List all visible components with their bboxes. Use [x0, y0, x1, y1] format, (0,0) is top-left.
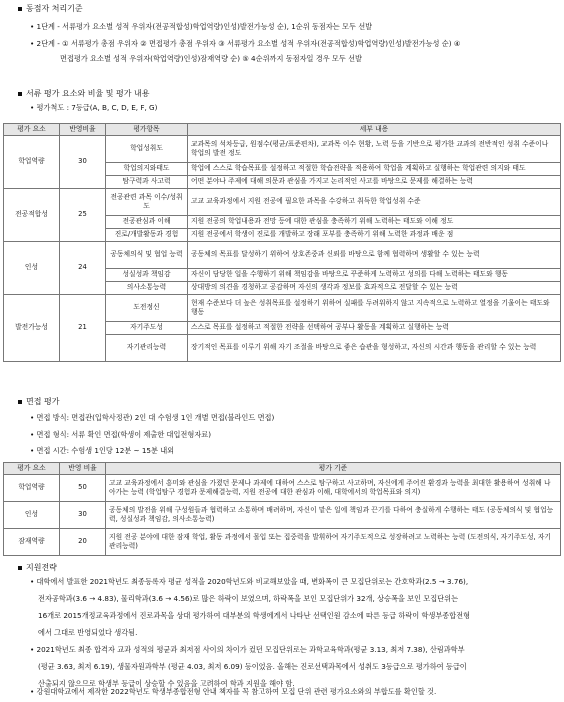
square-bullet-icon	[18, 566, 22, 570]
detail-cell: 지원 전공의 학업내용과 전망 등에 대한 관심을 충족하기 위해 노력하는 태도와 이해 정도	[188, 216, 561, 229]
tiebreak-line-3: 면접평가 요소별 성적 우위자(학업역량)인성)잠재역량 순) ⑤ 4순위까지 동점자일 경우 모두 선발	[60, 54, 362, 63]
table-header: 반영 비율	[60, 463, 106, 475]
item-cell: 자기주도성	[106, 322, 188, 335]
detail-cell: 현재 수준보다 더 높은 성취목표를 설정하기 위하여 실패를 두려워하지 않고 지속적으로 노력하고 열정을 기울이는 태도와 행동	[188, 295, 561, 322]
item-cell: 전공관심과 이해	[106, 216, 188, 229]
ratio-cell: 30	[60, 502, 106, 529]
item-cell: 인성	[4, 502, 60, 529]
tiebreak-line-1: • 1단계 - 서류평가 요소별 성적 우위자(전공적합성)학업역량)인성)발전가능성 순), 1순위 동점자는 모두 선발	[30, 22, 373, 31]
item-cell: 전공관련 과목 이수/성취도	[106, 189, 188, 216]
table-header: 반영비율	[60, 124, 106, 136]
detail-cell: 장기적인 목표를 이루기 위해 자기 조절을 바탕으로 좋은 습관을 형성하고, 자신의 시간과 행동을 관리할 수 있는 능력	[188, 335, 561, 362]
ratio-cell: 21	[60, 295, 106, 362]
table-header: 평가 기준	[106, 463, 561, 475]
detail-cell: 교과목의 석차등급, 원점수(평균/표준편차), 교과목 이수 현황, 노력 등을 기반으로 평가한 교과의 전반적인 성취 수준이나 학업의 발전 정도	[188, 136, 561, 163]
item-cell: 성실성과 책임감	[106, 269, 188, 282]
group-cell: 발전가능성	[4, 295, 60, 362]
detail-cell: 학업에 스스로 학습목표를 설정하고 적절한 학습전략을 적용하여 학업을 계획하고 실행하는 학업관련 의지와 태도	[188, 163, 561, 176]
table-header: 평가 요소	[4, 124, 60, 136]
table-header: 평가항목	[106, 124, 188, 136]
interview-line-2: • 면접 형식: 서류 확인 면접(학생이 제출한 대입전형자료)	[30, 430, 212, 439]
document-eval-table	[3, 123, 561, 362]
item-cell: 탐구력과 사고력	[106, 176, 188, 189]
section-title-document-eval: 서류 평가 요소와 비율 및 평가 내용	[18, 89, 149, 100]
ratio-cell: 50	[60, 475, 106, 502]
item-cell: 공동체의식 및 협업 능력	[106, 242, 188, 269]
ratio-cell: 25	[60, 189, 106, 242]
detail-cell: 스스로 목표를 설정하고 적절한 전략을 선택하여 공부나 활동을 계획하고 실행하는 능력	[188, 322, 561, 335]
item-cell: 의사소통능력	[106, 282, 188, 295]
item-cell: 진로/개발활동과 경험	[106, 229, 188, 242]
eval-scale: • 평가척도 : 7등급(A, B, C, D, E, F, G)	[30, 103, 158, 112]
item-cell: 도전정신	[106, 295, 188, 322]
group-cell: 학업역량	[4, 136, 60, 189]
group-cell: 전공적합성	[4, 189, 60, 242]
strategy-paragraph-2: • 2021학년도 최종 합격자 교과 성적의 평균과 최저점 사이의 차이가 컸던 모집단위로는 과학교육학과(평균 3.13, 최저 7.38), 산림과학부 (평균 3.63, 최저 6.19), 생물자원과학부 (평균 4.03, 최저 6.09) 등이었음. 올해는 진로선택과목에서 성취도 3등급으로 평가하여 등급이 산출되지 않으므로 학생부 등급이 상승할 수 있음을 고려하여 학과 지원을 해야 함.	[30, 645, 467, 688]
square-bullet-icon	[18, 7, 22, 11]
item-cell: 학업성취도	[106, 136, 188, 163]
detail-cell: 지원 전공 분야에 대한 잠재 학업, 활동 과정에서 몰입 또는 집중력을 발휘하여 자기주도적으로 성장하려고 노력하는 능력 (도전의식, 자기주도성, 자기관리능력)	[106, 529, 561, 556]
detail-cell: 자신이 담당한 일을 수행하기 위해 책임감을 바탕으로 꾸준하게 노력하고 성의를 다해 노력하는 태도와 행동	[188, 269, 561, 282]
strategy-paragraph-1: • 대학에서 발표한 2021학년도 최종등록자 평균 성적을 2020학년도와 비교해보았을 때, 변화폭이 큰 모집단위로는 간호학과(2.5 → 3.76), 전자공학과(3.6 → 4.83), 물리학과(3.6 → 4.56)로 많은 하락이 보였으며, 하락폭을 보인 모집단위가 32개, 상승폭을 보인 모집단위는 16개로 2015개정교육과정에서 진로과목을 상대 평가하여 대부분의 학생에게서 나타난 선택인원 감소에 따른 등급 하락이 학생부종합전형 에서 그대로 반영되었다 생각됨.	[30, 577, 471, 637]
table-header: 세부 내용	[188, 124, 561, 136]
item-cell: 자기관리능력	[106, 335, 188, 362]
tiebreak-line-2: • 2단계 - ① 서류평가 총점 우위자 ② 면접평가 총점 우위자 ③ 서류평가 요소별 성적 우위자(전공적합성)학업역량)인성)발전가능성 순) ④	[30, 39, 461, 48]
ratio-cell: 30	[60, 136, 106, 189]
ratio-cell: 20	[60, 529, 106, 556]
detail-cell: 지원 전공에서 학생이 진로를 개발하고 장래 포부를 충족하기 위해 노력한 과정과 배운 점	[188, 229, 561, 242]
detail-cell: 어떤 분야나 주제에 대해 의문과 관심을 가지고 논리적인 사고를 바탕으로 문제를 해결하는 능력	[188, 176, 561, 189]
table-header: 평가 요소	[4, 463, 60, 475]
section-title-tiebreak: 동점자 처리기준	[18, 4, 83, 15]
ratio-cell: 24	[60, 242, 106, 295]
detail-cell: 고교 교육과정에서 지원 전공에 필요한 과목을 수강하고 취득한 학업성취 수준	[188, 189, 561, 216]
strategy-paragraph-3: • 강원대학교에서 제작한 2022학년도 학생부종합전형 안내 책자를 꼭 참고하여 모집 단위 관련 평가요소와의 부합도를 확인할 것.	[30, 687, 437, 696]
detail-cell: 고교 교육과정에서 흥미와 관심을 가졌던 문제나 과제에 대하여 스스로 탐구하고 사고하며, 자신에게 주어진 환경과 능력을 최대한 활용하여 성취해 나아가는 능력 (학업탐구 경험과 문제해결능력, 지원 전공에 대한 관심과 이해, 대학에서의 학업목표와 의지)	[106, 475, 561, 502]
item-cell: 학업의지와태도	[106, 163, 188, 176]
interview-line-1: • 면접 방식: 면접관(입학사정관) 2인 대 수험생 1인 개별 면접(블라인드 면접)	[30, 413, 275, 422]
detail-cell: 공동체의 목표를 달성하기 위하여 상호존중과 신뢰를 바탕으로 함께 협력하며 생활할 수 있는 능력	[188, 242, 561, 269]
item-cell: 잠재역량	[4, 529, 60, 556]
section-title-interview: 면접 평가	[18, 397, 59, 408]
interview-table	[3, 462, 561, 556]
group-cell: 인성	[4, 242, 60, 295]
detail-cell: 공동체의 발전을 위해 구성원들과 협력하고 소통하며 배려하며, 자신이 맡은 일에 책임과 끈기를 다하여 충실하게 수행하는 태도 (공동체의식 및 협업능력, 성실성과 책임감, 의사소통능력)	[106, 502, 561, 529]
square-bullet-icon	[18, 92, 22, 96]
detail-cell: 상대방의 의견을 경청하고 공감하며 자신의 생각과 정보를 효과적으로 전달할 수 있는 능력	[188, 282, 561, 295]
interview-line-3: • 면접 시간: 수험생 1인당 12분 ~ 15분 내외	[30, 446, 175, 455]
item-cell: 학업역량	[4, 475, 60, 502]
section-title-strategy: 지원전략	[18, 563, 57, 574]
square-bullet-icon	[18, 400, 22, 404]
